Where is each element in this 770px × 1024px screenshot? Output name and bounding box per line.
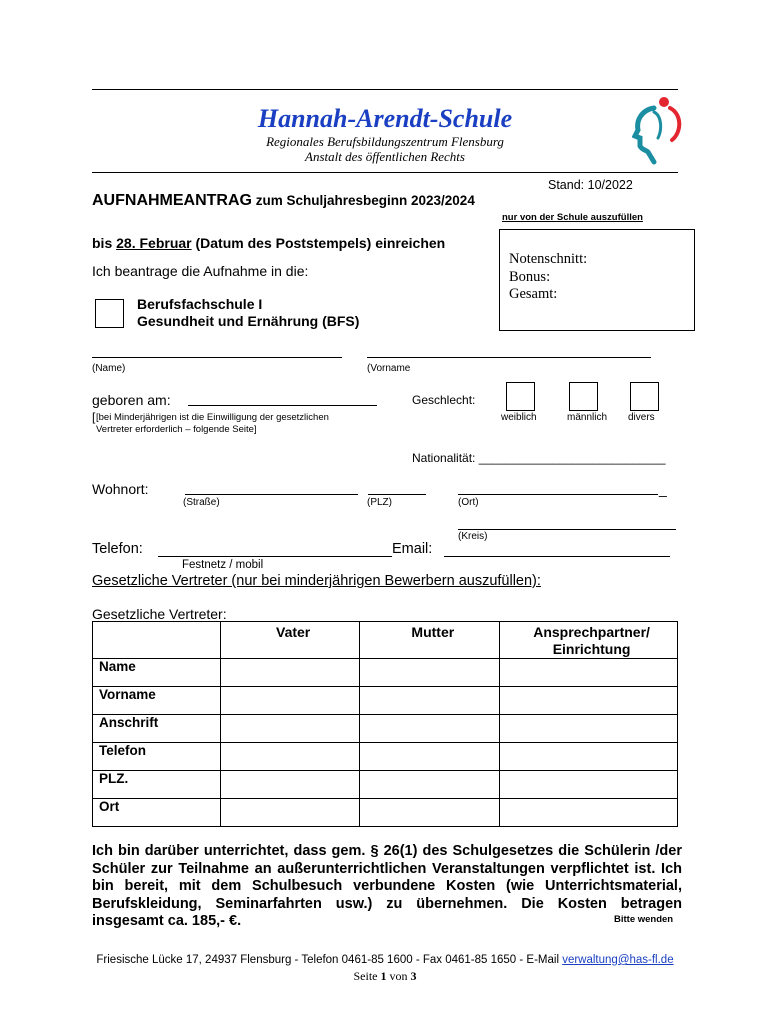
form-heading <box>92 192 475 210</box>
table-row-label: PLZ. <box>93 771 221 799</box>
table-row-label: Name <box>93 659 221 687</box>
school-use-box[interactable] <box>499 229 695 331</box>
deadline-date: 28. Februar <box>116 235 192 251</box>
gender-maennlich-checkbox[interactable] <box>569 382 598 411</box>
gender-divers-checkbox[interactable] <box>630 382 659 411</box>
program-line-2: Gesundheit und Ernährung (BFS) <box>137 313 360 329</box>
table-header-mutter: Mutter <box>360 622 500 659</box>
table-cell[interactable] <box>360 799 500 827</box>
nationality-label: Nationalität: <box>412 451 479 465</box>
table-cell[interactable] <box>500 687 678 715</box>
table-cell[interactable] <box>220 771 360 799</box>
table-cell[interactable] <box>360 687 500 715</box>
guardians-table-header <box>93 622 678 659</box>
minor-note <box>96 412 329 436</box>
statement-text: Ich bin darüber unterrichtet, dass gem. § 26(1) des Schulgesetzes die Schülerin /der Schüler zur Teilnahme an außerunterrichtlichen Veranstaltungen verpflichtet ist. Ich bin bereit, mit dem Schulbesuch verbundene Kosten (wie Unterrichtsmaterial, Berufskleidung, Seminarfahrten usw.) zu übernehmen. Die Kosten betragen insgesamt ca. 185,- €. <box>92 843 682 929</box>
ort-label: (Ort) <box>458 497 479 508</box>
table-cell[interactable] <box>220 659 360 687</box>
strasse-label: (Straße) <box>183 497 220 508</box>
wohnort-label: Wohnort: <box>92 481 149 497</box>
table-row <box>93 659 678 687</box>
table-cell[interactable] <box>500 799 678 827</box>
plz-field[interactable] <box>368 494 426 495</box>
program-name <box>137 296 359 330</box>
header-top-rule <box>92 89 678 90</box>
page-mid: von <box>386 969 411 983</box>
table-cell[interactable] <box>360 715 500 743</box>
table-cell[interactable] <box>220 715 360 743</box>
school-only-note: nur von der Schule auszufüllen <box>502 212 643 223</box>
table-row-label: Telefon <box>93 743 221 771</box>
festnetz-label: Festnetz / mobil <box>182 559 264 571</box>
bracket-icon: [ <box>92 410 96 424</box>
table-header-vater: Vater <box>220 622 360 659</box>
page-prefix: Seite <box>353 969 381 983</box>
deadline-text <box>92 235 445 251</box>
school-name: Hannah-Arendt-Schule <box>257 104 513 133</box>
vorname-field[interactable] <box>367 357 651 358</box>
footer-address-text: Friesische Lücke 17, 24937 Flensburg - Telefon 0461-85 1600 - Fax 0461-85 1650 - E-Mail <box>96 954 563 966</box>
minor-note-line-2: Vertreter erforderlich – folgende Seite] <box>96 424 257 435</box>
table-header-empty <box>93 622 221 659</box>
table-cell[interactable] <box>220 743 360 771</box>
deadline-rest: (Datum des Poststempels) einreichen <box>191 235 446 251</box>
nationality-row[interactable] <box>412 451 666 465</box>
apply-text: Ich beantrage die Aufnahme in die: <box>92 263 309 279</box>
table-row <box>93 687 678 715</box>
school-subtitle-2: Anstalt des öffentlichen Rechts <box>305 149 465 164</box>
table-row <box>93 799 678 827</box>
school-logo-icon <box>632 96 684 166</box>
table-cell[interactable] <box>360 743 500 771</box>
guardians-label: Gesetzliche Vertreter: <box>92 606 227 622</box>
kreis-field[interactable] <box>458 529 676 530</box>
name-label: (Name) <box>92 363 126 374</box>
ort-field[interactable] <box>458 494 658 495</box>
notenschnitt-label: Notenschnitt: <box>509 251 588 267</box>
table-row-label: Ort <box>93 799 221 827</box>
table-cell[interactable] <box>220 799 360 827</box>
table-row-label: Vorname <box>93 687 221 715</box>
school-subtitle-1: Regionales Berufsbildungszentrum Flensburg <box>266 134 504 149</box>
telefon-field[interactable] <box>158 556 392 557</box>
table-cell[interactable] <box>220 687 360 715</box>
gender-weiblich-checkbox[interactable] <box>506 382 535 411</box>
table-row <box>93 743 678 771</box>
footer-email-link[interactable]: verwaltung@has-fl.de <box>562 954 674 966</box>
stand-date: Stand: 10/2022 <box>548 178 633 192</box>
email-field[interactable] <box>444 556 670 557</box>
ort-field-tail: _ <box>659 481 667 497</box>
table-cell[interactable] <box>360 659 500 687</box>
table-cell[interactable] <box>500 715 678 743</box>
table-cell[interactable] <box>500 659 678 687</box>
program-line-1: Berufsfachschule I <box>137 296 263 312</box>
header-bottom-rule <box>92 172 678 173</box>
telefon-label: Telefon: <box>92 541 143 557</box>
bitte-wenden: Bitte wenden <box>614 914 674 925</box>
gender-divers-label: divers <box>628 412 655 423</box>
gender-maennlich-label: männlich <box>567 412 608 423</box>
guardians-table <box>92 621 678 827</box>
gender-weiblich-label: weiblich <box>501 412 537 423</box>
email-label: Email: <box>392 541 433 557</box>
born-label: geboren am: <box>92 392 171 408</box>
gesamt-label: Gesamt: <box>509 286 558 302</box>
page-total: 3 <box>410 969 417 983</box>
page-number <box>0 969 770 984</box>
table-cell[interactable] <box>500 743 678 771</box>
form-heading-main: AUFNAHMEANTRAG <box>92 192 252 209</box>
deadline-prefix: bis <box>92 235 117 251</box>
page-current: 1 <box>380 969 387 983</box>
table-cell[interactable] <box>500 771 678 799</box>
table-row <box>93 771 678 799</box>
footer-address <box>0 954 770 966</box>
kreis-label: (Kreis) <box>458 531 488 542</box>
vorname-label: (Vorname <box>367 363 411 374</box>
plz-label: (PLZ) <box>367 497 392 508</box>
strasse-field[interactable] <box>185 494 358 495</box>
gender-label: Geschlecht: <box>412 393 476 407</box>
table-row <box>93 715 678 743</box>
program-checkbox[interactable] <box>95 299 124 328</box>
table-header-ansprechpartner: Ansprechpartner/ Einrichtung <box>500 622 678 659</box>
nationality-field[interactable]: ____________________________ <box>478 451 666 465</box>
form-heading-rest: zum Schuljahresbeginn 2023/2024 <box>251 193 475 208</box>
guardians-heading: Gesetzliche Vertreter (nur bei minderjährigen Bewerbern auszufüllen): <box>92 573 541 589</box>
bonus-label: Bonus: <box>509 268 551 285</box>
table-cell[interactable] <box>360 771 500 799</box>
born-field[interactable] <box>188 405 377 406</box>
table-row-label: Anschrift <box>93 715 221 743</box>
minor-note-line-1: [bei Minderjährigen ist die Einwilligung der gesetzlichen <box>96 412 329 423</box>
name-field[interactable] <box>92 357 342 358</box>
